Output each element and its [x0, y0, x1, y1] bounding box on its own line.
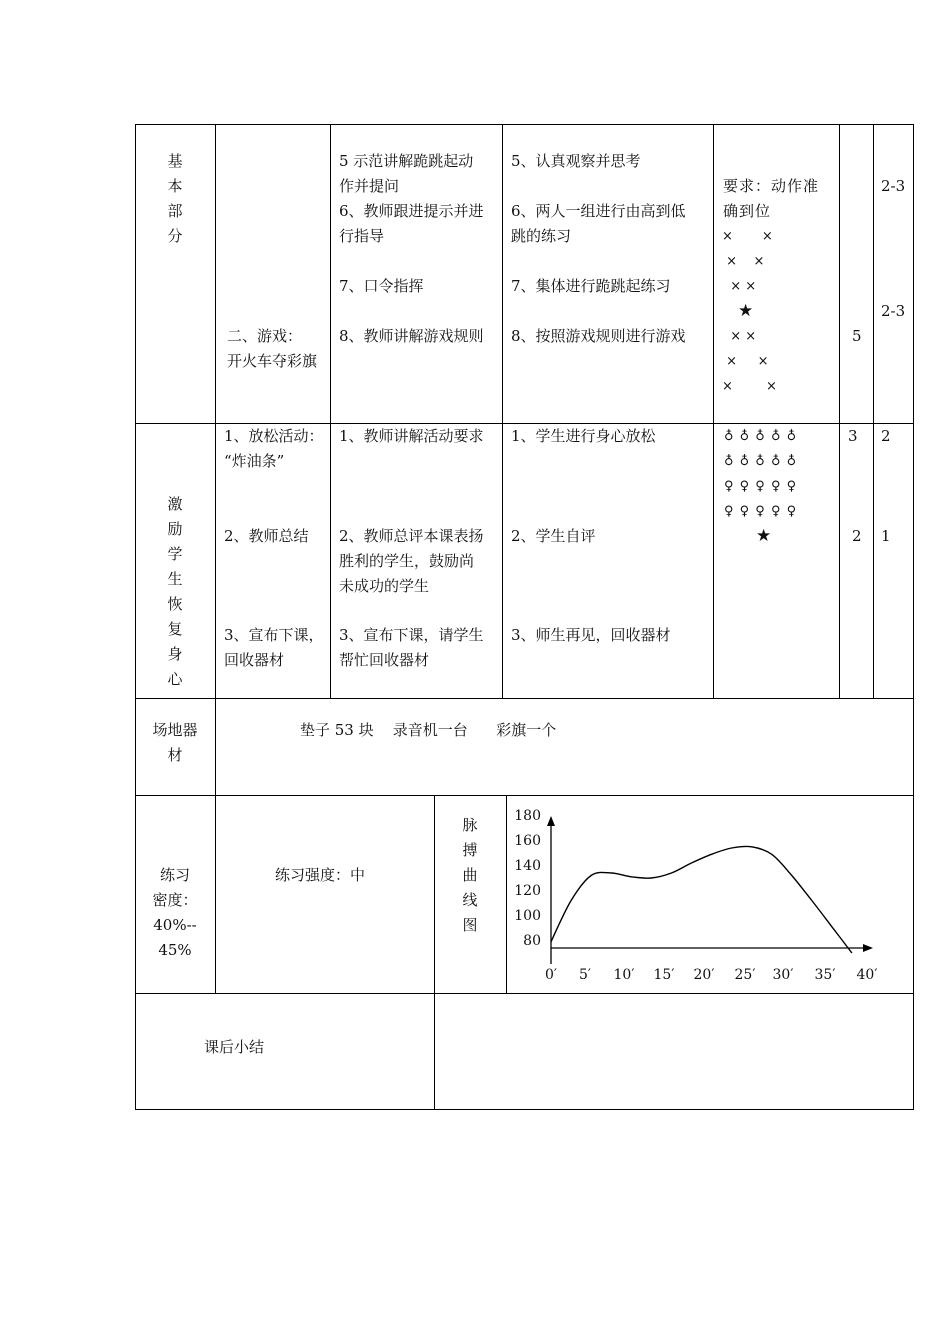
x-tick-label: 35′	[814, 967, 836, 983]
x-tick-label: 10′	[613, 967, 635, 983]
x-tick-label: 40′	[856, 967, 878, 983]
female-students-row: ♀ ♀ ♀ ♀ ♀	[724, 504, 798, 519]
student-cross-row: × ×	[722, 329, 757, 344]
male-students-row: ♁ ♁ ♁ ♁ ♁	[724, 429, 798, 444]
male-students-row: ♁ ♁ ♁ ♁ ♁	[724, 454, 798, 469]
basic-organization-text: 要求：动作准 确到位	[723, 177, 820, 220]
cooldown-student-3: 3、师生再见，回收器材	[511, 626, 671, 644]
basic-content: 二、游戏： 开火车夺彩旗	[227, 327, 318, 370]
y-tick-label: 120	[514, 883, 541, 899]
student-cross-row: × ×	[722, 229, 773, 244]
basic-time-2: 5	[852, 327, 862, 345]
basic-teacher-activity: 5 示范讲解跪跳起动 作并提问 6、教师跟进提示并进 行指导 7、口令指挥 8、教师讲解游戏规则	[339, 152, 484, 345]
cooldown-intensity-2: 1	[881, 527, 891, 545]
x-tick-label: 0′	[544, 967, 558, 983]
section-label-basic: 基 本 部 分	[167, 152, 183, 245]
y-tick-label: 160	[514, 833, 541, 849]
student-cross-row: × ×	[722, 279, 757, 294]
teacher-star-icon: ★	[756, 526, 772, 546]
basic-intensity-2: 2-3	[881, 302, 906, 320]
y-tick-label: 140	[514, 858, 541, 874]
cooldown-student-1: 1、学生进行身心放松	[511, 427, 656, 445]
cooldown-time-1: 3	[848, 427, 858, 445]
cooldown-content-2: 2、教师总结	[224, 527, 309, 545]
student-cross-row: × ×	[722, 254, 765, 269]
basic-intensity-1: 2-3	[881, 177, 906, 195]
y-axis-arrow	[547, 816, 555, 826]
x-tick-label: 5′	[578, 967, 592, 983]
section-label-cooldown: 激 励 学 生 恢 复 身 心	[167, 495, 183, 688]
pulse-chart-label: 脉 搏 曲 线 图	[462, 816, 478, 934]
y-tick-label: 80	[523, 933, 541, 949]
cooldown-teacher-2: 2、教师总评本课表扬 胜利的学生，鼓励尚 未成功的学生	[339, 527, 484, 595]
equipment-value: 垫子 53 块 录音机一台 彩旗一个	[300, 721, 557, 739]
cooldown-time-2: 2	[852, 527, 862, 545]
y-tick-label: 180	[514, 808, 541, 824]
cooldown-student-2: 2、学生自评	[511, 527, 596, 545]
basic-student-activity: 5、认真观察并思考 6、两人一组进行由高到低 跳的练习 7、集体进行跪跳起练习 8、按照游戏规则进行游戏	[511, 152, 686, 345]
female-students-row: ♀ ♀ ♀ ♀ ♀	[724, 479, 798, 494]
x-tick-label: 25′	[734, 967, 756, 983]
x-tick-label: 30′	[772, 967, 794, 983]
equipment-label: 场地器 材	[152, 721, 198, 764]
pulse-chart	[507, 796, 913, 992]
x-tick-label: 20′	[693, 967, 715, 983]
cooldown-intensity-1: 2	[881, 427, 891, 445]
cooldown-teacher-1: 1、教师讲解活动要求	[339, 427, 484, 445]
student-cross-row: × ×	[722, 379, 777, 394]
x-tick-label: 15′	[653, 967, 675, 983]
x-axis-arrow	[863, 944, 873, 952]
pulse-series-line	[551, 846, 852, 953]
cooldown-content-1: 1、放松活动： “炸油条”	[224, 427, 324, 470]
student-cross-row: × ×	[722, 354, 769, 369]
y-tick-label: 100	[514, 908, 541, 924]
cooldown-content-3: 3、宣布下课， 回收器材	[224, 626, 324, 669]
teacher-star-icon: ★	[738, 301, 754, 321]
summary-label: 课后小结	[204, 1038, 265, 1056]
practice-intensity: 练习强度：中	[275, 866, 366, 884]
practice-density: 练习 密度： 40%-- 45%	[152, 866, 198, 959]
cooldown-teacher-3: 3、宣布下课，请学生 帮忙回收器材	[339, 626, 484, 669]
